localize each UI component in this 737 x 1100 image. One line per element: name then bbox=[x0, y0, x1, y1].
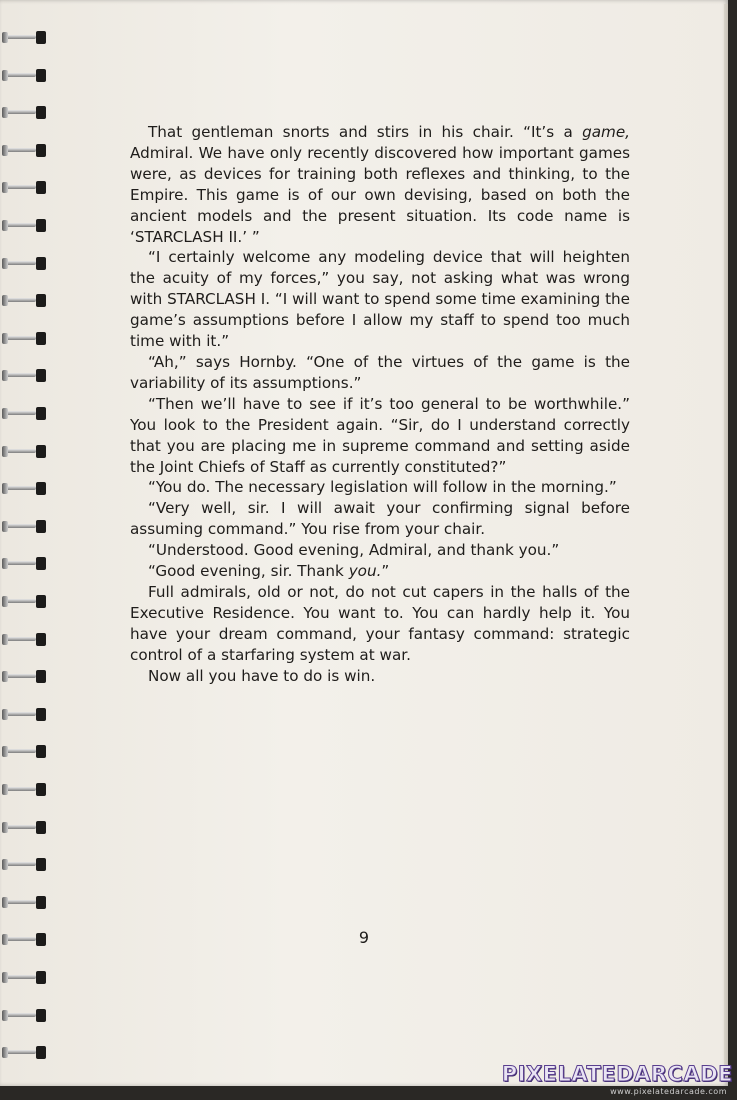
binding-ring bbox=[2, 1008, 46, 1023]
binding-ring bbox=[2, 669, 46, 684]
binding-ring bbox=[2, 30, 46, 45]
page-number: 9 bbox=[358, 928, 370, 947]
paragraph bbox=[130, 582, 630, 666]
watermark-logo: PIXELATEDARCADE bbox=[501, 1062, 733, 1086]
watermark-url: www.pixelatedarcade.com bbox=[610, 1087, 727, 1096]
binding-ring bbox=[2, 256, 46, 271]
binding-ring bbox=[2, 406, 46, 421]
paragraph bbox=[130, 666, 630, 687]
text-run: “I certainly welcome any modeling device that will heighten the acuity of my forces,” you say, not asking what was wrong with STARCLASH I. “I will want to spend some time examining the game’s assumptions before I allow my staff to spend too much time with it.” bbox=[130, 248, 630, 351]
page-body-text bbox=[130, 122, 630, 686]
paragraph bbox=[130, 498, 630, 540]
binding-ring bbox=[2, 632, 46, 647]
binding-ring bbox=[2, 105, 46, 120]
spiral-binding bbox=[0, 30, 50, 1070]
paragraph bbox=[130, 540, 630, 561]
binding-ring bbox=[2, 218, 46, 233]
italic-text: you. bbox=[348, 562, 382, 581]
binding-ring bbox=[2, 368, 46, 383]
binding-ring bbox=[2, 444, 46, 459]
paragraph bbox=[130, 247, 630, 352]
binding-ring bbox=[2, 556, 46, 571]
binding-ring bbox=[2, 1045, 46, 1060]
italic-text: game, bbox=[582, 123, 630, 141]
binding-ring bbox=[2, 744, 46, 759]
binding-ring bbox=[2, 970, 46, 985]
text-run: “Very well, sir. I will await your confirming signal before assuming command.” You rise from your chair. bbox=[130, 499, 630, 539]
text-run: ” bbox=[381, 562, 390, 581]
text-run: Full admirals, old or not, do not cut capers in the halls of the Executive Residence. You want to. You can hardly help it. You have your dream command, your fantasy command: strategic control of a starfaring system at war. bbox=[130, 582, 630, 664]
binding-ring bbox=[2, 707, 46, 722]
binding-ring bbox=[2, 594, 46, 609]
paragraph bbox=[130, 122, 630, 247]
binding-ring bbox=[2, 180, 46, 195]
paragraph bbox=[130, 561, 630, 582]
text-run: “You do. The necessary legislation will follow in the morning.” bbox=[148, 478, 617, 497]
text-run: “Ah,” says Hornby. “One of the virtues of the game is the variability of its assumptions.” bbox=[130, 352, 630, 392]
binding-ring bbox=[2, 331, 46, 346]
binding-ring bbox=[2, 519, 46, 534]
paragraph bbox=[130, 477, 630, 498]
binding-ring bbox=[2, 143, 46, 158]
paragraph bbox=[130, 394, 630, 478]
text-run: “Then we’ll have to see if it’s too general to be worthwhile.” You look to the President again. “Sir, do I understand correctly that you are placing me in supreme command and setting aside the Joint Chiefs of Staff as currently constituted?” bbox=[130, 394, 630, 476]
binding-ring bbox=[2, 782, 46, 797]
paragraph bbox=[130, 352, 630, 394]
binding-ring bbox=[2, 857, 46, 872]
text-run: “Understood. Good evening, Admiral, and thank you.” bbox=[148, 541, 560, 560]
text-run: That gentleman snorts and stirs in his chair. “It’s a bbox=[148, 123, 583, 141]
binding-ring bbox=[2, 293, 46, 308]
binding-ring bbox=[2, 820, 46, 835]
text-run: “Good evening, sir. Thank bbox=[148, 562, 349, 581]
binding-ring bbox=[2, 68, 46, 83]
binding-ring bbox=[2, 481, 46, 496]
binding-ring bbox=[2, 895, 46, 910]
text-run: Admiral. We have only recently discovered how important games were, as devices for training both reflexes and thinking, to the Empire. This game is of our own devising, based on both the ancient models and the present situation. Its code name is ‘STARCLASH II.’ ” bbox=[130, 143, 630, 246]
page-edge bbox=[724, 4, 728, 1082]
text-run: Now all you have to do is win. bbox=[148, 666, 376, 685]
